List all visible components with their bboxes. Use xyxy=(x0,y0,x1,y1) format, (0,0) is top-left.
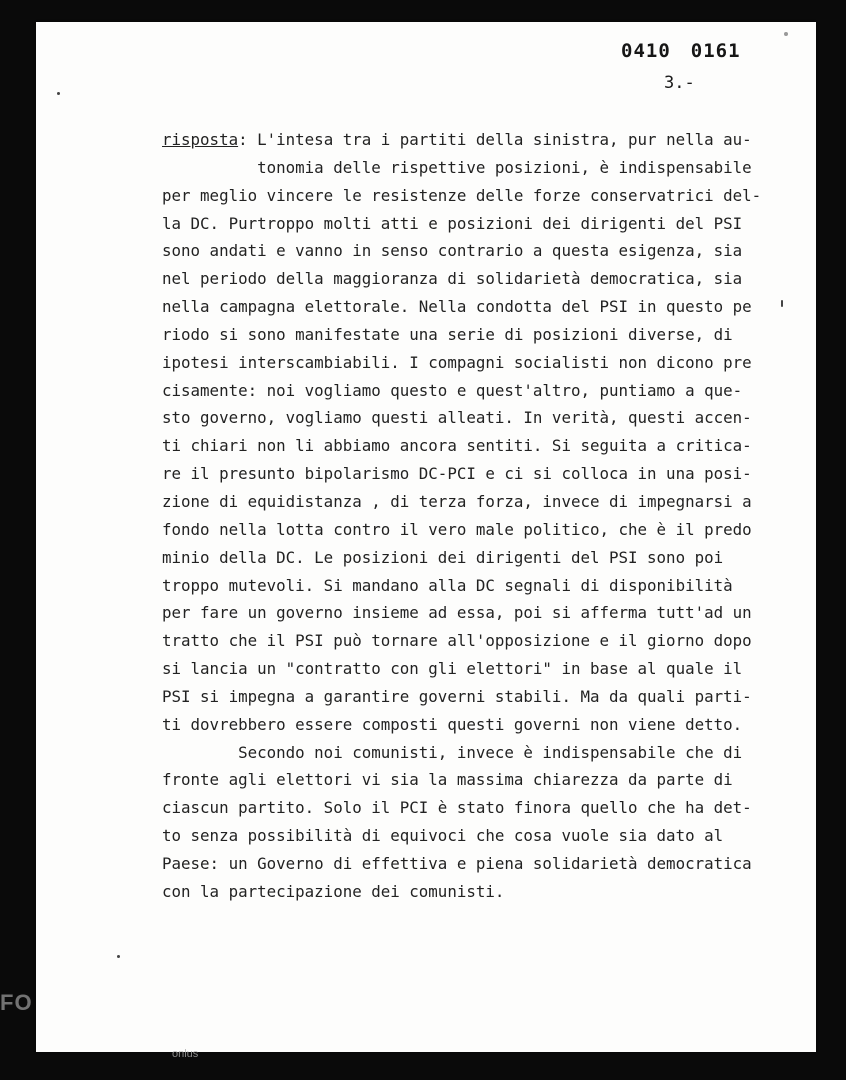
text-line: nella campagna elettorale. Nella condotta del PSI in questo pe xyxy=(162,297,752,317)
text-line: zione di equidistanza , di terza forza, invece di impegnarsi a xyxy=(162,491,752,511)
text-line: tonomia delle rispettive posizioni, è indispensabile xyxy=(162,157,752,177)
text-line: la DC. Purtroppo molti atti e posizioni dei dirigenti del PSI xyxy=(162,213,743,233)
text-line: re il presunto bipolarismo DC-PCI e ci si colloca in una posi- xyxy=(162,464,752,484)
text-line: PSI si impegna a garantire governi stabili. Ma da quali parti- xyxy=(162,686,752,706)
text-line: cisamente: noi vogliamo questo e quest'altro, puntiamo a que- xyxy=(162,380,743,400)
text-line: ti dovrebbero essere composti questi governi non viene detto. xyxy=(162,714,743,734)
archive-number-b: 0161 xyxy=(690,40,741,62)
text-line: : L'intesa tra i partiti della sinistra, pur nella au- xyxy=(238,130,752,149)
text-line: troppo mutevoli. Si mandano alla DC segnali di disponibilità xyxy=(162,575,733,595)
text-line: sto governo, vogliamo questi alleati. In verità, questi accen- xyxy=(162,408,752,428)
paper-speck xyxy=(57,92,60,95)
text-line: to senza possibilità di equivoci che cosa vuole sia dato al xyxy=(162,826,724,846)
text-line: ciascun partito. Solo il PCI è stato finora quello che ha det- xyxy=(162,798,752,818)
page-number: 3.- xyxy=(664,73,695,93)
text-line: minio della DC. Le posizioni dei dirigenti del PSI sono poi xyxy=(162,547,724,567)
text-line: fronte agli elettori vi sia la massima chiarezza da parte di xyxy=(162,770,733,790)
answer-label: risposta xyxy=(162,130,239,149)
text-line: per fare un governo insieme ad essa, poi si afferma tutt'ad un xyxy=(162,603,752,623)
text-line: nel periodo della maggioranza di solidarietà democratica, sia xyxy=(162,269,743,289)
text-line: si lancia un "contratto con gli elettori" in base al quale il xyxy=(162,659,743,679)
archive-number xyxy=(621,40,741,62)
text-line: per meglio vincere le resistenze delle forze conservatrici del- xyxy=(162,185,762,205)
document-body xyxy=(162,126,762,906)
watermark-logo: FO xyxy=(0,990,33,1015)
text-line: ipotesi interscambiabili. I compagni socialisti non dicono pre xyxy=(162,352,752,372)
text-line: Secondo noi comunisti, invece è indispensabile che di xyxy=(162,742,743,762)
watermark-subtext: onlus xyxy=(172,1048,199,1060)
text-line: con la partecipazione dei comunisti. xyxy=(162,881,505,901)
text-line: fondo nella lotta contro il vero male politico, che è il predo xyxy=(162,519,752,539)
paper-speck xyxy=(781,300,783,307)
text-line: ti chiari non li abbiamo ancora sentiti. Si seguita a critica- xyxy=(162,436,752,456)
text-line: tratto che il PSI può tornare all'opposizione e il giorno dopo xyxy=(162,631,752,651)
text-line: sono andati e vanno in senso contrario a questa esigenza, sia xyxy=(162,241,743,261)
paper-speck xyxy=(784,32,788,36)
archive-number-a: 0410 xyxy=(621,40,671,62)
text-line: Paese: un Governo di effettiva e piena solidarietà democratica xyxy=(162,853,752,873)
paper-speck xyxy=(117,955,120,958)
text-line: riodo si sono manifestate una serie di posizioni diverse, di xyxy=(162,324,733,344)
